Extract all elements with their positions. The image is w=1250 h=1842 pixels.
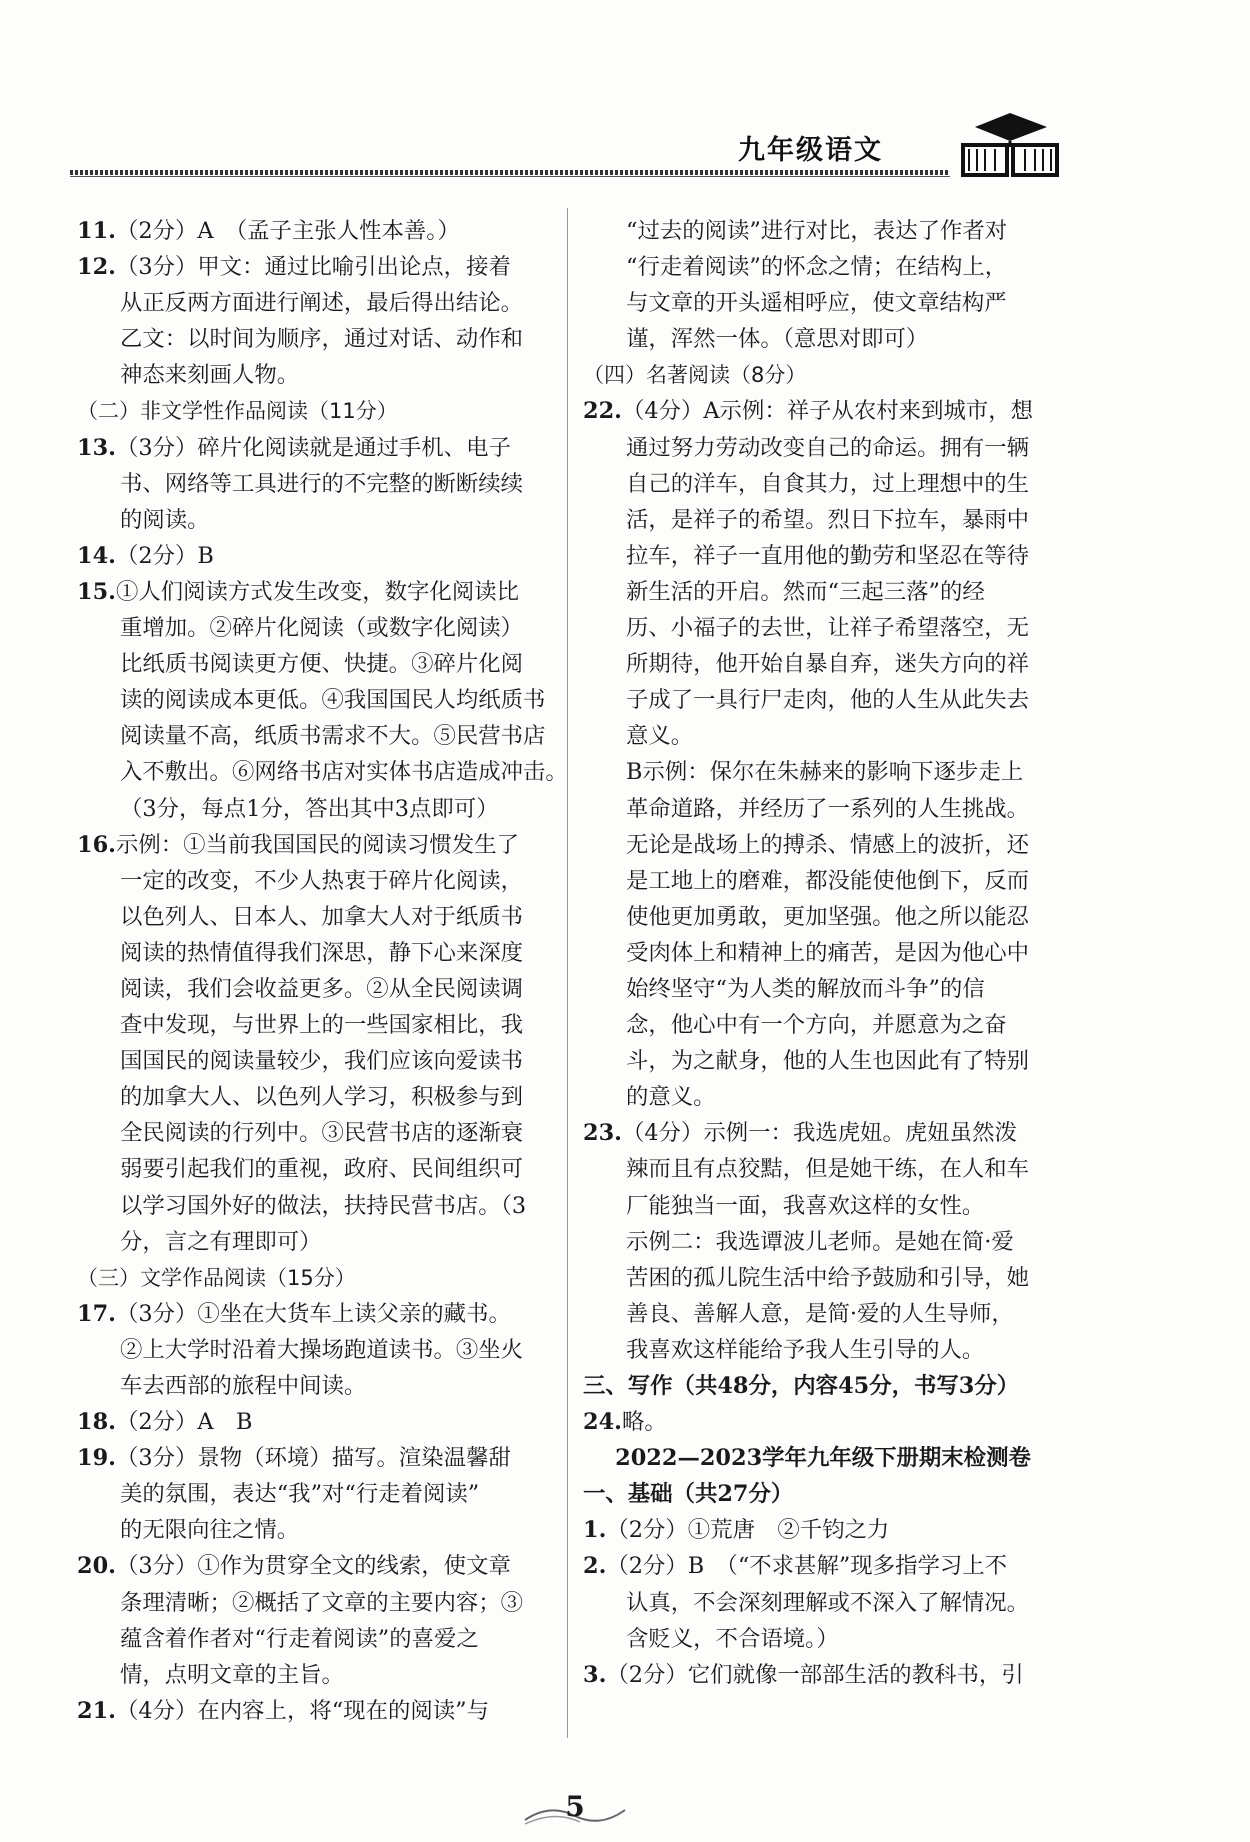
section-heading: （四）名著阅读（8分） xyxy=(583,363,807,388)
answer-continuation: 情，点明文章的主旨。 xyxy=(120,1661,344,1688)
answer-continuation: 阅读的热情值得我们深思，静下心来深度 xyxy=(120,939,524,966)
question-number: 20. xyxy=(77,1553,116,1580)
column-divider xyxy=(567,208,568,1738)
answer-continuation: 的加拿大人、以色列人学习，积极参与到 xyxy=(120,1084,524,1111)
question-number: 23. xyxy=(583,1120,622,1147)
answer-text: （2分）①荒唐 ②千钧之力 xyxy=(606,1517,890,1544)
answer-text: （4分）A示例：祥子从农村来到城市，想 xyxy=(621,398,1034,425)
answer-line xyxy=(77,430,557,466)
answer-line xyxy=(77,827,557,863)
answer-continuation: 重增加。②碎片化阅读（或数字化阅读） xyxy=(120,615,524,642)
question-number: 17. xyxy=(77,1300,116,1327)
answer-continuation: 始终坚守“为人类的解放而斗争”的信 xyxy=(626,975,985,1002)
answer-line xyxy=(583,1512,1063,1548)
answer-continuation: 受肉体上和精神上的痛苦，是因为他心中 xyxy=(626,939,1030,966)
answer-continuation: 阅读量不高，纸质书需求不大。⑤民营书店 xyxy=(120,723,546,750)
answer-text: （3分）景物（环境）描写。渲染温馨甜 xyxy=(115,1445,511,1472)
answer-continuation: 辣而且有点狡黠，但是她干练，在人和车 xyxy=(626,1156,1030,1183)
left-column xyxy=(77,213,568,1729)
answer-line xyxy=(583,393,1063,429)
answer-continuation: 查中发现，与世界上的一些国家相比，我 xyxy=(120,1012,524,1039)
part-heading: 三、写作（共48分，内容45分，书写3分） xyxy=(583,1373,1020,1399)
answer-line xyxy=(583,1548,1063,1584)
answer-text: （2分）A B xyxy=(115,1409,253,1436)
answer-continuation: 乙文：以时间为顺序，通过对话、动作和 xyxy=(120,326,524,353)
header-dotted-rule xyxy=(70,170,950,175)
answer-text: （3分）碎片化阅读就是通过手机、电子 xyxy=(115,434,511,461)
answer-continuation: 一定的改变，不少人热衷于碎片化阅读， xyxy=(120,867,524,894)
answer-continuation: 我喜欢这样能给予我人生引导的人。 xyxy=(626,1336,985,1363)
answer-continuation: 意义。 xyxy=(626,723,694,750)
answer-text: （2分）B xyxy=(115,542,214,569)
answer-text: （4分）示例一：我选虎妞。虎妞虽然泼 xyxy=(621,1120,1017,1147)
part-heading: 一、基础（共27分） xyxy=(583,1481,794,1508)
answer-continuation: 的阅读。 xyxy=(120,506,210,533)
answer-continuation: 厂能独当一面，我喜欢这样的女性。 xyxy=(626,1192,985,1219)
header-rule xyxy=(70,176,950,177)
answer-continuation: 历、小福子的去世，让祥子希望落空，无 xyxy=(626,615,1030,642)
answer-continuation: 自己的洋车，自食其力，过上理想中的生 xyxy=(626,470,1030,497)
answer-text: 略。 xyxy=(621,1409,667,1436)
answer-line xyxy=(77,249,557,285)
answer-continuation: 入不敷出。⑥网络书店对实体书店造成冲击。 xyxy=(120,759,568,786)
answer-text: （3分）①作为贯穿全文的线索，使文章 xyxy=(115,1553,511,1580)
answer-line xyxy=(77,1440,557,1476)
answer-continuation: “行走着阅读”的怀念之情；在结构上， xyxy=(626,254,1008,281)
question-number: 11. xyxy=(77,218,116,244)
answer-text: （2分）B （“不求甚解”现多指学习上不 xyxy=(606,1553,1008,1580)
question-number: 15. xyxy=(77,578,116,605)
answer-line xyxy=(77,1296,557,1332)
answer-continuation: 弱要引起我们的重视，政府、民间组织可 xyxy=(120,1156,524,1183)
answer-text: （3分）甲文：通过比喻引出论点，接着 xyxy=(115,254,511,281)
answer-continuation: 念，他心中有一个方向，并愿意为之奋 xyxy=(626,1012,1007,1039)
answer-continuation: 斗，为之献身，他的人生也因此有了特别 xyxy=(626,1048,1030,1075)
question-number: 1. xyxy=(583,1517,607,1544)
answer-continuation: 国国民的阅读量较少，我们应该向爱读书 xyxy=(120,1048,524,1075)
question-number: 13. xyxy=(77,434,116,461)
question-number: 3. xyxy=(583,1661,607,1688)
exam-title: 2022—2023学年九年级下册期末检测卷 xyxy=(615,1445,1031,1472)
answer-continuation: 分，言之有理即可） xyxy=(120,1228,322,1255)
answer-continuation: 所期待，他开始自暴自弃，迷失方向的祥 xyxy=(626,651,1030,678)
answer-continuation: 新生活的开启。然而“三起三落”的经 xyxy=(626,578,985,605)
answer-line xyxy=(77,1404,557,1440)
section-heading: （三）文学作品阅读（15分） xyxy=(77,1265,356,1290)
answer-line xyxy=(77,574,557,610)
answer-continuation: 子成了一具行尸走肉，他的人生从此失去 xyxy=(626,687,1030,714)
question-number: 12. xyxy=(77,254,116,281)
answer-continuation: ②上大学时沿着大操场跑道读书。③坐火 xyxy=(120,1336,524,1363)
answer-text: （2分）A （孟子主张人性本善。） xyxy=(115,218,460,244)
answer-continuation: 是工地上的磨难，都没能使他倒下，反而 xyxy=(626,867,1030,894)
answer-continuation: 认真，不会深刻理解或不深入了解情况。 xyxy=(626,1589,1030,1616)
answer-continuation: “过去的阅读”进行对比，表达了作者对 xyxy=(626,218,1008,244)
answer-continuation: 车去西部的旅程中间读。 xyxy=(120,1373,367,1399)
answer-continuation: 以色列人、日本人、加拿大人对于纸质书 xyxy=(120,903,524,930)
question-number: 24. xyxy=(583,1409,622,1436)
answer-continuation: 的无限向往之情。 xyxy=(120,1517,300,1544)
answer-continuation: 阅读，我们会收益更多。②从全民阅读调 xyxy=(120,975,524,1002)
answer-continuation: 蕴含着作者对“行走着阅读”的喜爱之 xyxy=(120,1625,479,1652)
answer-continuation: 示例二：我选谭波儿老师。是她在简·爱 xyxy=(626,1228,1014,1255)
right-column xyxy=(583,213,1063,1693)
section-heading: （二）非文学性作品阅读（11分） xyxy=(77,399,398,424)
question-number: 16. xyxy=(77,831,116,858)
question-number: 18. xyxy=(77,1409,116,1436)
answer-line xyxy=(77,1693,557,1729)
answer-continuation: 革命道路，并经历了一系列的人生挑战。 xyxy=(626,795,1030,822)
answer-continuation: 含贬义，不合语境。） xyxy=(626,1625,839,1652)
answer-continuation: 谨，浑然一体。（意思对即可） xyxy=(626,326,929,353)
answer-continuation: 以学习国外好的做法，扶持民营书店。（3 xyxy=(120,1192,527,1219)
page-number: 5 xyxy=(520,1790,630,1830)
answer-continuation: 神态来刻画人物。 xyxy=(120,362,300,389)
answer-continuation: 的意义。 xyxy=(626,1084,716,1111)
answer-continuation: 与文章的开头遥相呼应，使文章结构严 xyxy=(626,290,1007,317)
answer-continuation: 美的氛围，表达“我”对“行走着阅读” xyxy=(120,1481,480,1508)
answer-line xyxy=(583,1404,1063,1440)
answer-continuation: 书、网络等工具进行的不完整的断断续续 xyxy=(120,470,524,497)
answer-line xyxy=(77,213,557,249)
answer-continuation: 全民阅读的行列中。③民营书店的逐渐衰 xyxy=(120,1120,524,1147)
answer-continuation: 比纸质书阅读更方便、快捷。③碎片化阅 xyxy=(120,651,524,678)
question-number: 19. xyxy=(77,1445,116,1472)
answer-text: （2分）它们就像一部部生活的教科书，引 xyxy=(606,1661,1024,1688)
page-header xyxy=(0,0,1250,190)
answer-continuation: 活，是祥子的希望。烈日下拉车，暴雨中 xyxy=(626,506,1030,533)
answer-line xyxy=(77,538,557,574)
answer-text: 示例：①当前我国国民的阅读习惯发生了 xyxy=(115,831,519,858)
answer-continuation: 善良、善解人意，是简·爱的人生导师， xyxy=(626,1300,1014,1327)
answer-continuation: 苦困的孤儿院生活中给予鼓励和引导，她 xyxy=(626,1264,1030,1291)
open-book-cap-icon xyxy=(955,105,1065,180)
answer-continuation: （3分，每点1分，答出其中3点即可） xyxy=(120,795,499,822)
answer-continuation: 读的阅读成本更低。④我国国民人均纸质书 xyxy=(120,687,546,714)
answer-line xyxy=(583,1115,1063,1151)
answer-continuation: 无论是战场上的搏杀、情感上的波折，还 xyxy=(626,831,1030,858)
answer-continuation: 条理清晰；②概括了文章的主要内容；③ xyxy=(120,1589,524,1616)
answer-continuation: 使他更加勇敢，更加坚强。他之所以能忍 xyxy=(626,903,1030,930)
answer-continuation: 拉车，祥子一直用他的勤劳和坚忍在等待 xyxy=(626,542,1030,569)
answer-text: （3分）①坐在大货车上读父亲的藏书。 xyxy=(115,1300,511,1327)
answer-line xyxy=(583,1657,1063,1693)
question-number: 14. xyxy=(77,542,116,569)
answer-continuation: B示例：保尔在朱赫来的影响下逐步走上 xyxy=(626,759,1024,786)
question-number: 2. xyxy=(583,1553,607,1580)
answer-text: ①人们阅读方式发生改变，数字化阅读比 xyxy=(115,578,519,605)
answer-line xyxy=(77,1548,557,1584)
answer-continuation: 通过努力劳动改变自己的命运。拥有一辆 xyxy=(626,434,1030,461)
answer-continuation: 从正反两方面进行阐述，最后得出结论。 xyxy=(120,290,524,317)
answer-text: （4分）在内容上，将“现在的阅读”与 xyxy=(115,1697,489,1724)
question-number: 22. xyxy=(583,398,622,425)
header-title: 九年级语文 xyxy=(738,135,883,166)
question-number: 21. xyxy=(77,1697,116,1724)
